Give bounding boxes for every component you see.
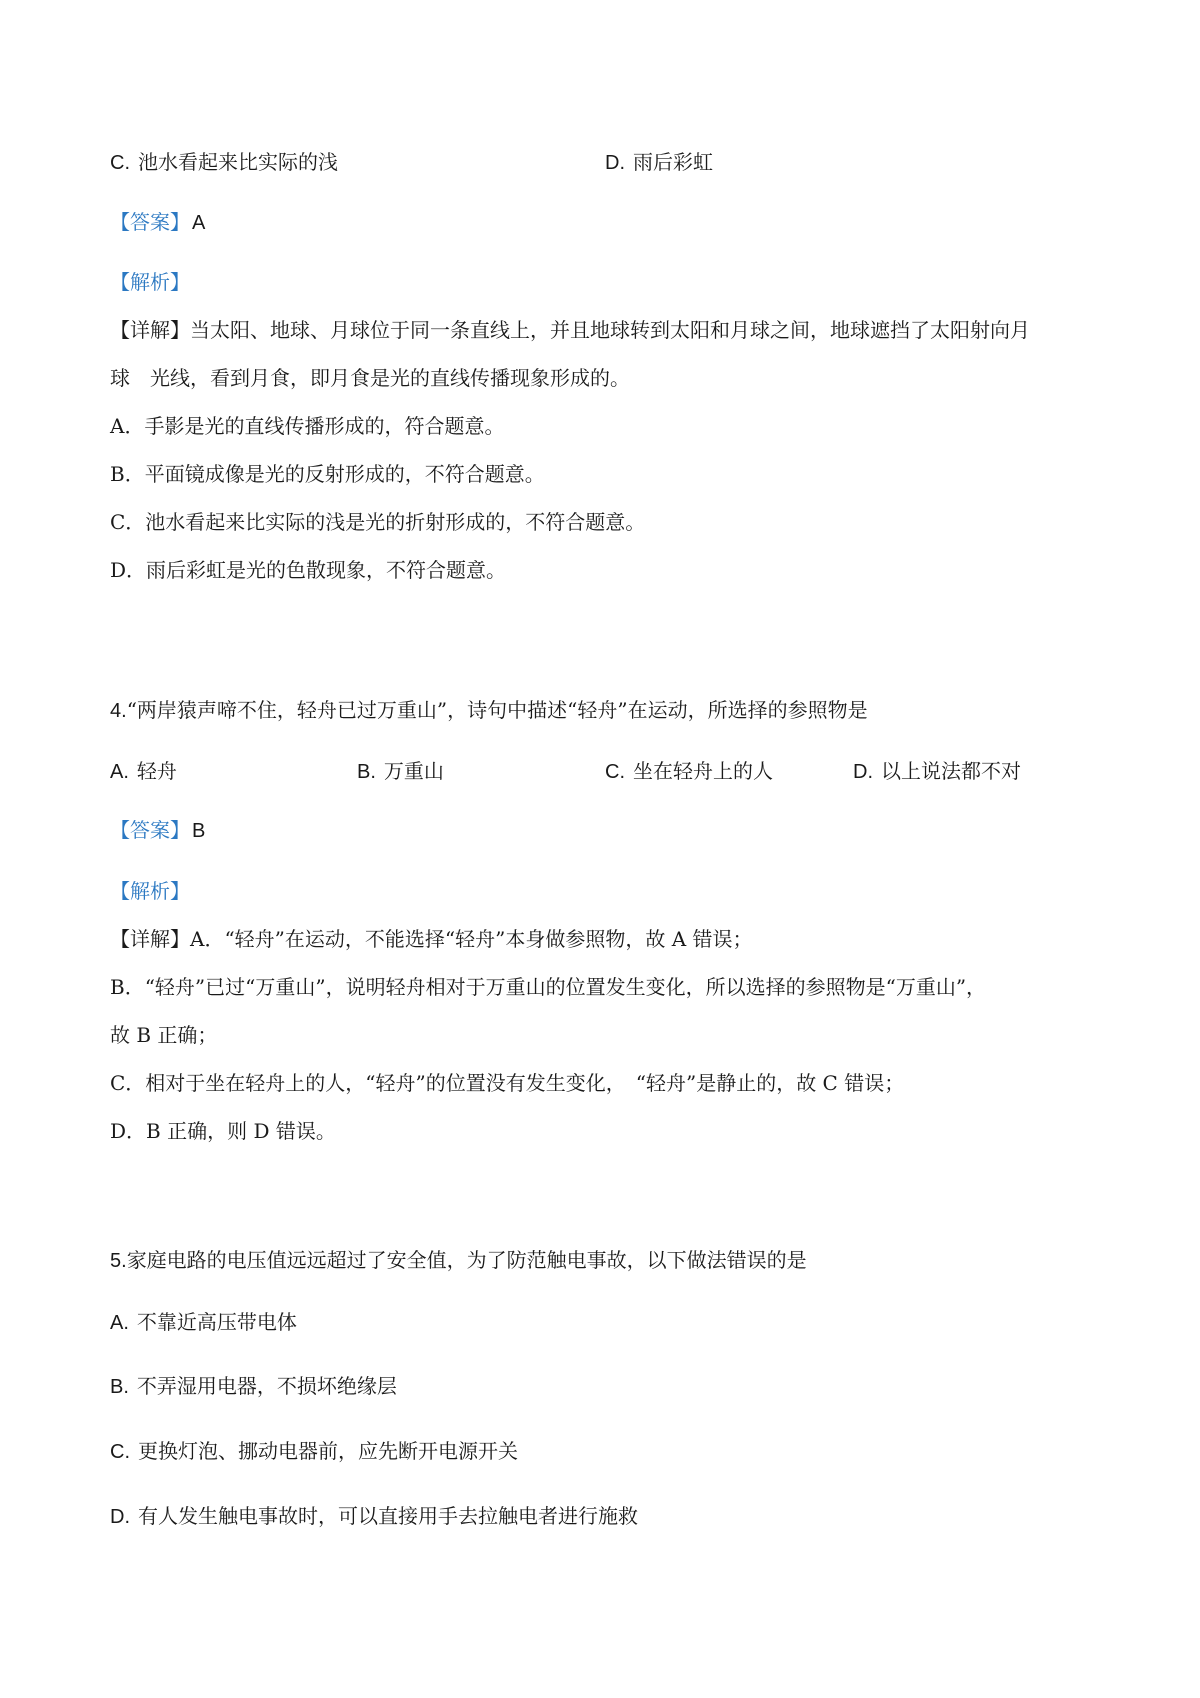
option-text: 坐在轻舟上的人 — [633, 759, 773, 783]
question-text: “两岸猿声啼不住，轻舟已过万重山”，诗句中描述“轻舟”在运动，所选择的参照物是 — [126, 698, 868, 722]
q4-option-c — [605, 757, 773, 786]
q5-option-b — [110, 1372, 397, 1401]
option-text: 更换灯泡、挪动电器前，应先断开电源开关 — [138, 1439, 518, 1463]
answer-tag: 【答案】 — [110, 818, 190, 842]
option-letter: C. — [110, 1441, 130, 1463]
q3-option-c — [110, 148, 338, 177]
option-text: 雨后彩虹 — [633, 150, 713, 174]
answer-tag: 【答案】 — [110, 210, 190, 234]
option-letter: D. — [605, 152, 625, 174]
option-text: 轻舟 — [136, 759, 177, 783]
q3-option-d — [605, 148, 713, 177]
option-letter: B. — [110, 1376, 129, 1398]
option-text: 有人发生触电事故时，可以直接用手去拉触电者进行施救 — [138, 1504, 638, 1528]
option-letter: D. — [853, 761, 873, 783]
answer-value: A — [192, 212, 206, 234]
option-letter: B. — [357, 761, 376, 783]
analysis-tag: 【解析】 — [110, 270, 190, 294]
q4-stem — [110, 696, 868, 725]
option-letter: A. — [110, 761, 129, 783]
option-text: 万重山 — [383, 759, 444, 783]
question-number: 5. — [110, 1250, 127, 1272]
q4-detail-line-1 — [110, 925, 753, 953]
detail-tag: 【详解】 — [110, 927, 190, 951]
option-text: 以上说法都不对 — [881, 759, 1021, 783]
q3-detail-line-4: B．平面镜成像是光的反射形成的，不符合题意。 — [110, 462, 545, 486]
detail-tag: 【详解】 — [110, 318, 190, 342]
option-letter: D. — [110, 1506, 130, 1528]
q5-option-a — [110, 1308, 297, 1337]
q4-answer — [110, 816, 205, 845]
q3-detail-line-2: 球 光线，看到月食，即月食是光的直线传播现象形成的。 — [110, 366, 630, 390]
q4-option-b — [357, 757, 444, 786]
option-letter: C. — [605, 761, 625, 783]
q4-detail-line-5: D．B 正确，则 D 错误。 — [110, 1119, 336, 1143]
q4-option-a — [110, 757, 177, 786]
option-letter: A. — [110, 1312, 129, 1334]
q3-analysis-heading — [110, 268, 190, 296]
q3-detail-line-3: A．手影是光的直线传播形成的，符合题意。 — [110, 414, 505, 438]
q5-option-d — [110, 1502, 638, 1531]
question-text: 家庭电路的电压值远远超过了安全值，为了防范触电事故，以下做法错误的是 — [126, 1248, 807, 1272]
detail-text: A．“轻舟”在运动，不能选择“轻舟”本身做参照物，故 A 错误； — [190, 927, 753, 951]
option-text: 不弄湿用电器，不损坏绝缘层 — [136, 1374, 397, 1398]
q4-option-d — [853, 757, 1021, 786]
q4-analysis-heading — [110, 877, 190, 905]
question-number: 4. — [110, 700, 127, 722]
q4-detail-line-4: C．相对于坐在轻舟上的人，“轻舟”的位置没有发生变化， “轻舟”是静止的，故 C 错误； — [110, 1071, 905, 1095]
option-text: 不靠近高压带电体 — [136, 1310, 297, 1334]
q3-detail-line-5: C．池水看起来比实际的浅是光的折射形成的，不符合题意。 — [110, 510, 646, 534]
option-letter: C. — [110, 152, 130, 174]
q4-detail-line-3: 故 B 正确； — [110, 1023, 218, 1047]
analysis-tag: 【解析】 — [110, 879, 190, 903]
q3-detail-line-6: D．雨后彩虹是光的色散现象，不符合题意。 — [110, 558, 507, 582]
q5-option-c — [110, 1437, 518, 1466]
q5-stem — [110, 1246, 807, 1275]
q4-detail-line-2: B．“轻舟”已过“万重山”，说明轻舟相对于万重山的位置发生变化，所以选择的参照物是“万重山”， — [110, 975, 987, 999]
q3-answer — [110, 208, 205, 237]
answer-value: B — [192, 820, 206, 842]
detail-text: 当太阳、地球、月球位于同一条直线上，并且地球转到太阳和月球之间，地球遮挡了太阳射向月 — [190, 318, 1030, 342]
q3-detail-line-1 — [110, 316, 1030, 344]
option-text: 池水看起来比实际的浅 — [138, 150, 338, 174]
